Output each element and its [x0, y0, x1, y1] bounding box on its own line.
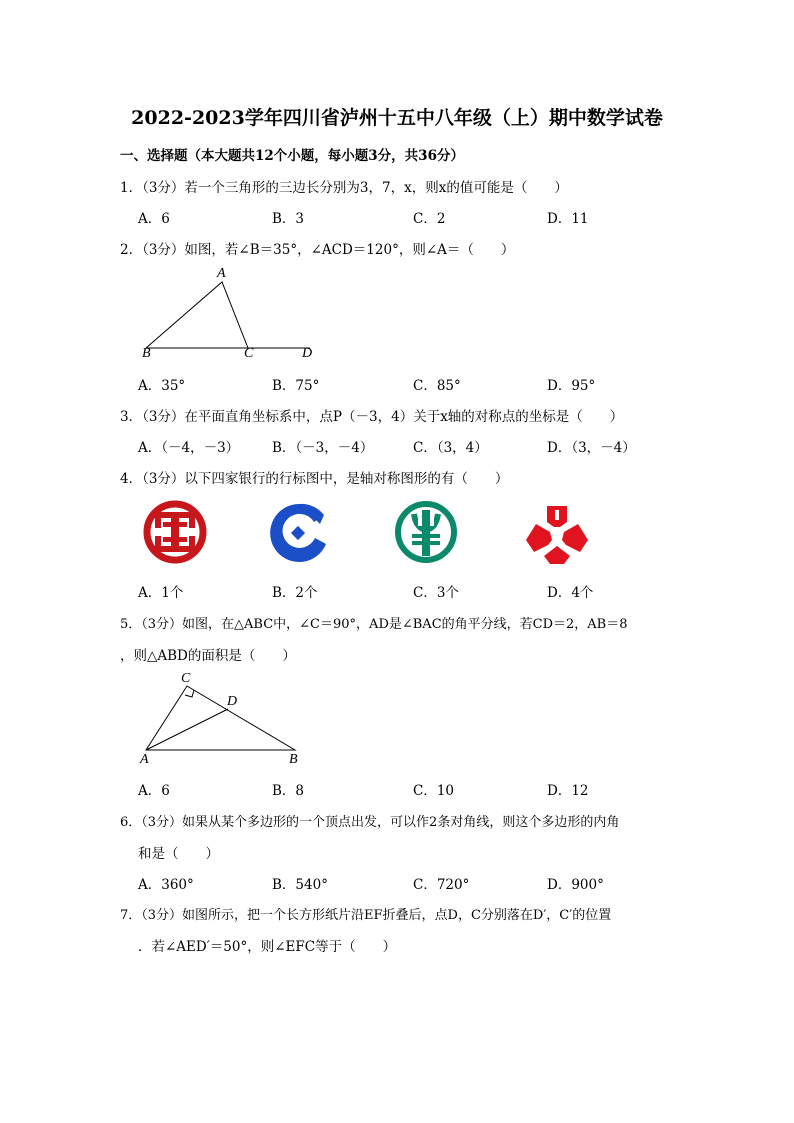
q1-option-d: D．11	[547, 211, 589, 227]
q5-label-a: A	[140, 752, 149, 767]
q2-option-c: C．85°	[413, 378, 461, 394]
question-2-stem: 2．（3分）如图，若∠B＝35°，∠ACD＝120°，则∠A＝（ ）	[120, 242, 515, 258]
q2-triangle-figure	[130, 265, 330, 365]
q6-option-d: D．900°	[547, 877, 604, 893]
icbc-logo	[141, 500, 209, 564]
q5-label-c: C	[181, 671, 191, 686]
page-title: 2022-2023学年四川省泸州十五中八年级（上）期中数学试卷	[131, 107, 663, 129]
q3-option-c: C．（3，4）	[413, 440, 488, 456]
q4-option-a: A．1个	[138, 585, 184, 601]
question-3-stem: 3．（3分）在平面直角坐标系中，点P（－3，4）关于x轴的对称点的坐标是（ ）	[120, 409, 624, 425]
section-heading: 一、选择题（本大题共12个小题，每小题3分，共36分）	[120, 148, 464, 164]
q5-label-d: D	[227, 694, 238, 709]
question-7-stem-line2: ．若∠AED′＝50°，则∠EFC等于（ ）	[138, 939, 397, 955]
q5-triangle-figure	[140, 675, 310, 765]
question-6-stem-line2: 和是（ ）	[138, 846, 219, 862]
ccb-logo	[268, 502, 330, 564]
q2-label-b: B	[142, 346, 151, 361]
q3-option-a: A．（－4，－3）	[138, 440, 240, 456]
q5-label-b: B	[289, 752, 298, 767]
question-4-stem: 4．（3分）以下四家银行的行标图中，是轴对称图形的有（ ）	[120, 471, 509, 487]
q5-option-d: D．12	[547, 783, 589, 799]
question-5-stem-line1: 5．（3分）如图，在△ABC中，∠C＝90°，AD是∠BAC的角平分线，若CD＝2，AB＝8	[120, 617, 628, 632]
q4-option-d: D．4个	[547, 585, 594, 601]
question-1-stem: 1．（3分）若一个三角形的三边长分别为3，7，x，则x的值可能是（ ）	[120, 180, 568, 196]
question-7-stem-line1: 7．（3分）如图所示，把一个长方形纸片沿EF折叠后，点D，C分别落在D′，C′的位置	[120, 908, 612, 923]
q5-option-b: B．8	[272, 783, 305, 799]
q1-option-a: A．6	[138, 211, 170, 227]
q1-option-c: C．2	[413, 211, 446, 227]
q6-option-b: B．540°	[272, 877, 328, 893]
q2-label-c: C	[244, 346, 254, 361]
q2-option-b: B．75°	[272, 378, 320, 394]
q4-option-b: B．2个	[272, 585, 318, 601]
q3-option-d: D．（3，－4）	[547, 440, 636, 456]
q5-option-a: A．6	[138, 783, 170, 799]
q5-option-c: C．10	[413, 783, 455, 799]
q1-option-b: B．3	[272, 211, 305, 227]
q2-label-d: D	[302, 346, 313, 361]
question-6-stem-line1: 6．（3分）如果从某个多边形的一个顶点出发，可以作2条对角线，则这个多边形的内角	[120, 815, 620, 830]
q2-option-a: A．35°	[138, 378, 186, 394]
q2-option-d: D．95°	[547, 378, 596, 394]
q6-option-c: C．720°	[413, 877, 470, 893]
q2-label-a: A	[217, 266, 226, 281]
q6-option-a: A．360°	[138, 877, 194, 893]
abc-logo	[394, 500, 458, 564]
bocom-logo	[522, 500, 592, 566]
question-5-stem-line2: ，则△ABD的面积是（ ）	[120, 648, 296, 664]
q3-option-b: B．（－3，－4）	[272, 440, 374, 456]
q4-option-c: C．3个	[413, 585, 459, 601]
